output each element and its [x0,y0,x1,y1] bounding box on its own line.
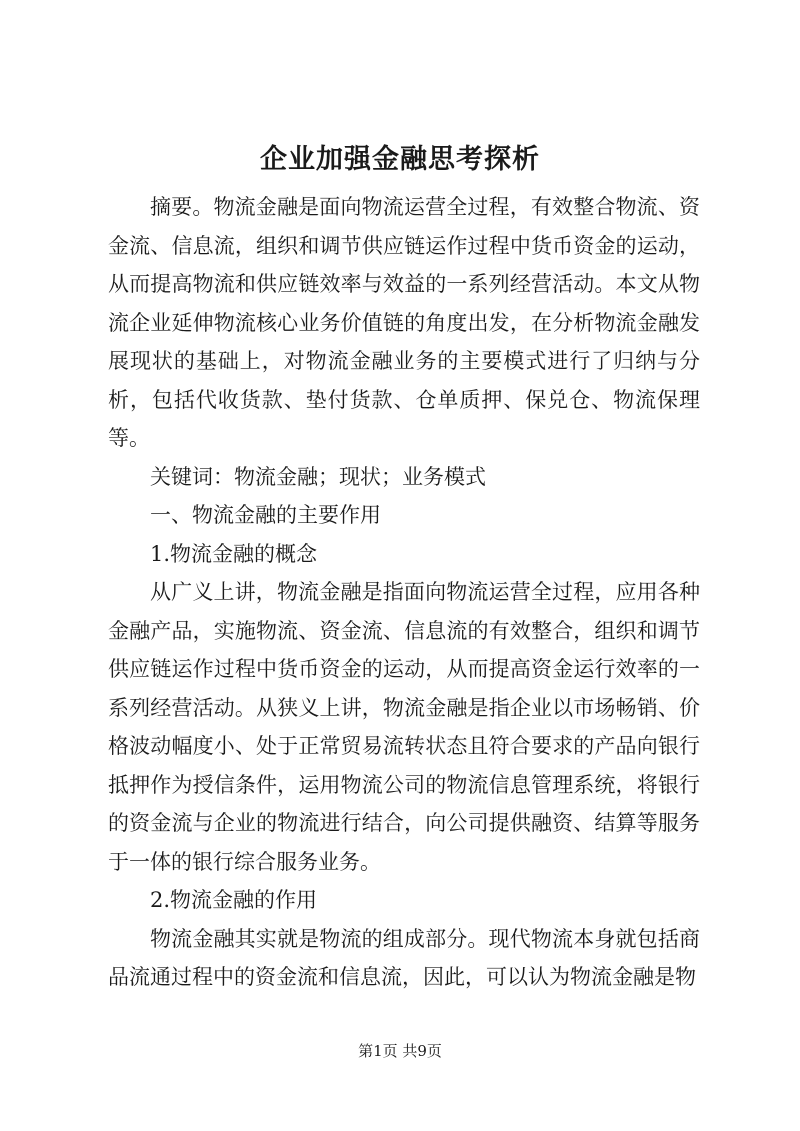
subsection-heading-1: 1.物流金融的概念 [150,541,318,566]
keywords-line: 关键词：物流金融；现状；业务模式 [150,464,486,489]
section-heading-1: 一、物流金融的主要作用 [150,503,381,527]
subsection-heading-2: 2.物流金融的作用 [150,888,318,912]
subsection-1-paragraph: 从广义上讲，物流金融是指面向物流运营全过程，应用各种金融产品，实施物流、资金流、信息流的有效整合，组织和调节供应链运作过程中货币资金的运动，从而提高资金运行效率的一系列经营活动。从狭义上讲，物流金融是指企业以市场畅销、价格波动幅度小、处于正常贸易流转状态且符合要求的产品向银行抵押作为授信条件，运用物流公司的物流信息管理系统，将银行的资金流与企业的物流进行结合，向公司提供融资、结算等服务于一体的银行综合服务业务。 [108,580,700,874]
document-title: 企业加强金融思考探析 [260,144,540,175]
document-body [108,188,700,997]
subsection-2-paragraph: 物流金融其实就是物流的组成部分。现代物流本身就包括商品流通过程中的资金流和信息流，因此，可以认为物流金融是物 [108,926,700,989]
abstract-paragraph: 摘要。物流金融是面向物流运营全过程，有效整合物流、资金流、信息流，组织和调节供应链运作过程中货币资金的运动，从而提高物流和供应链效率与效益的一系列经营活动。本文从物流企业延伸物流核心业务价值链的角度出发，在分析物流金融发展现状的基础上，对物流金融业务的主要模式进行了归纳与分析，包括代收货款、垫付货款、仓单质押、保兑仓、物流保理等。 [108,195,700,450]
page-footer: 第1页 共9页 [358,1042,442,1060]
